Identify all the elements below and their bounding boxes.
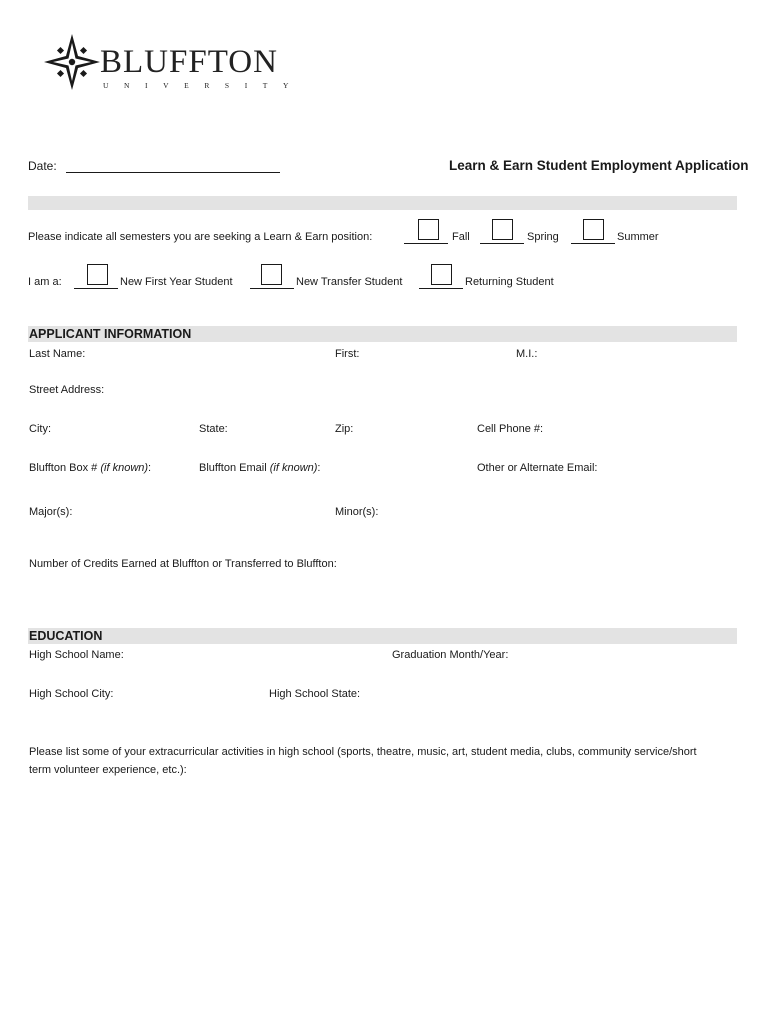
bluffton-logo-mark-icon: [44, 34, 100, 90]
middle-initial-label: M.I.:: [516, 348, 538, 360]
street-address-label: Street Address:: [29, 384, 105, 396]
summer-label: Summer: [617, 231, 659, 243]
alternate-email-label: Other or Alternate Email:: [477, 462, 598, 474]
transfer-underline: [250, 288, 294, 289]
city-label: City:: [29, 423, 51, 435]
high-school-name-label: High School Name:: [29, 649, 124, 661]
applicant-section-heading: APPLICANT INFORMATION: [29, 327, 192, 341]
form-title: Learn & Earn Student Employment Application: [449, 158, 749, 173]
minors-label: Minor(s):: [335, 506, 379, 518]
returning-checkbox[interactable]: [431, 264, 452, 285]
date-label: Date:: [28, 159, 57, 173]
education-section-heading: EDUCATION: [29, 629, 103, 643]
activities-prompt-line1: Please list some of your extracurricular activities in high school (sports, theatre, music, art, student media, clubs, community service/short: [29, 746, 697, 758]
bluffton-email-colon: :: [317, 462, 321, 474]
returning-label: Returning Student: [465, 276, 554, 288]
summer-checkbox[interactable]: [583, 219, 604, 240]
fall-underline: [404, 243, 448, 244]
activities-prompt-line2: term volunteer experience, etc.):: [29, 764, 187, 776]
spring-checkbox[interactable]: [492, 219, 513, 240]
semesters-prompt: Please indicate all semesters you are seeking a Learn & Earn position:: [28, 231, 373, 243]
first-year-label: New First Year Student: [120, 276, 233, 288]
last-name-label: Last Name:: [29, 348, 86, 360]
university-subtitle: UNIVERSITY: [103, 81, 304, 90]
student-type-prompt: I am a:: [28, 276, 62, 288]
bluffton-box-note: (if known): [100, 462, 149, 474]
bluffton-email-note: (if known): [269, 462, 318, 474]
high-school-city-label: High School City:: [29, 688, 114, 700]
fall-checkbox[interactable]: [418, 219, 439, 240]
bluffton-email-label: [199, 462, 320, 474]
first-year-checkbox[interactable]: [87, 264, 108, 285]
date-field[interactable]: [66, 172, 280, 173]
credits-label: Number of Credits Earned at Bluffton or Transferred to Bluffton:: [29, 558, 337, 570]
bluffton-email-text: Bluffton Email: [199, 462, 270, 474]
first-year-underline: [74, 288, 118, 289]
transfer-checkbox[interactable]: [261, 264, 282, 285]
bluffton-box-colon: :: [148, 462, 152, 474]
high-school-state-label: High School State:: [269, 688, 361, 700]
spring-underline: [480, 243, 524, 244]
university-name: BLUFFTON: [100, 44, 278, 80]
first-name-label: First:: [335, 348, 360, 360]
state-label: State:: [199, 423, 228, 435]
graduation-date-label: Graduation Month/Year:: [392, 649, 509, 661]
fall-label: Fall: [452, 231, 470, 243]
spring-label: Spring: [527, 231, 559, 243]
majors-label: Major(s):: [29, 506, 73, 518]
cell-phone-label: Cell Phone #:: [477, 423, 544, 435]
zip-label: Zip:: [335, 423, 354, 435]
bluffton-box-label: [29, 462, 151, 474]
header-divider-band: [28, 196, 737, 210]
transfer-label: New Transfer Student: [296, 276, 403, 288]
education-section-band: [28, 628, 737, 644]
returning-underline: [419, 288, 463, 289]
bluffton-box-text: Bluffton Box #: [29, 462, 101, 474]
summer-underline: [571, 243, 615, 244]
